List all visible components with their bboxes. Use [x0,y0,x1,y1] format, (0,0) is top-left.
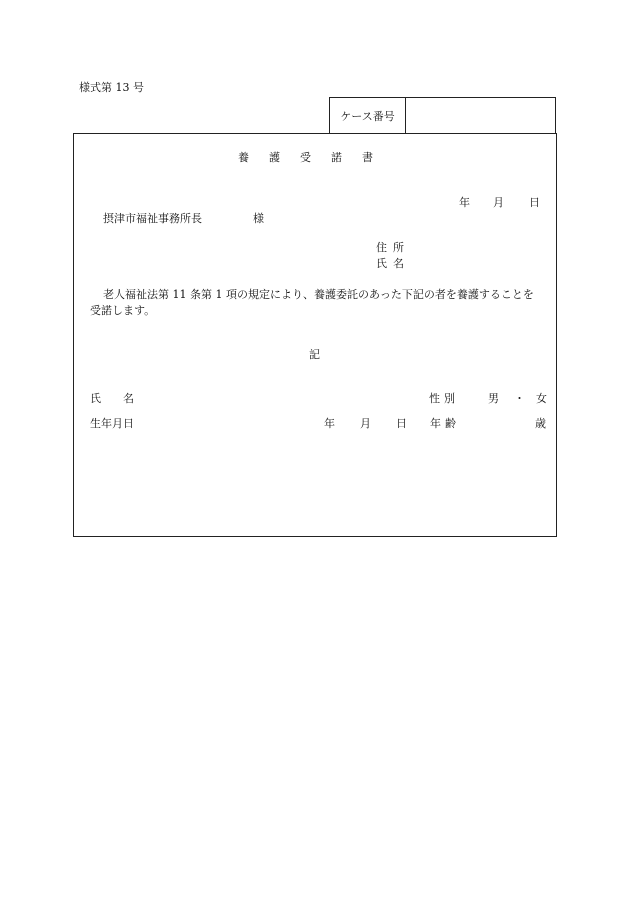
document-title: 養護受諾書 [238,151,393,164]
dob-month-label: 月 [360,417,371,430]
age-label: 年齢 [430,417,460,430]
sex-separator: ・ [514,392,525,405]
sex-option-female[interactable]: 女 [536,392,547,405]
dob-day-label: 日 [396,417,407,430]
applicant-address-label: 住所 [376,241,410,254]
date-day-label: 日 [529,196,540,209]
body-text-line-1: 老人福祉法第 11 条第 1 項の規定により、養護委託のあった下記の者を養護することを [103,288,534,301]
case-number-label: ケース番号 [330,98,406,133]
addressee-suffix: 様 [253,212,264,225]
date-of-birth-label: 生年月日 [90,417,134,430]
name-label: 氏名 [90,392,156,405]
dob-year-label: 年 [324,417,335,430]
age-unit: 歳 [535,417,546,430]
form-body-frame [73,133,557,537]
date-month-label: 月 [493,196,504,209]
applicant-name-label: 氏名 [376,257,410,270]
form-number: 様式第 13 号 [79,81,144,94]
sex-label: 性別 [429,392,459,405]
sex-option-male[interactable]: 男 [488,392,499,405]
date-year-label: 年 [459,196,470,209]
ki-heading: 記 [309,348,320,361]
addressee: 摂津市福祉事務所長 [103,212,202,225]
body-text-line-2: 受諾します。 [90,304,156,317]
case-number-field[interactable] [406,98,555,133]
case-number-box [329,97,556,133]
